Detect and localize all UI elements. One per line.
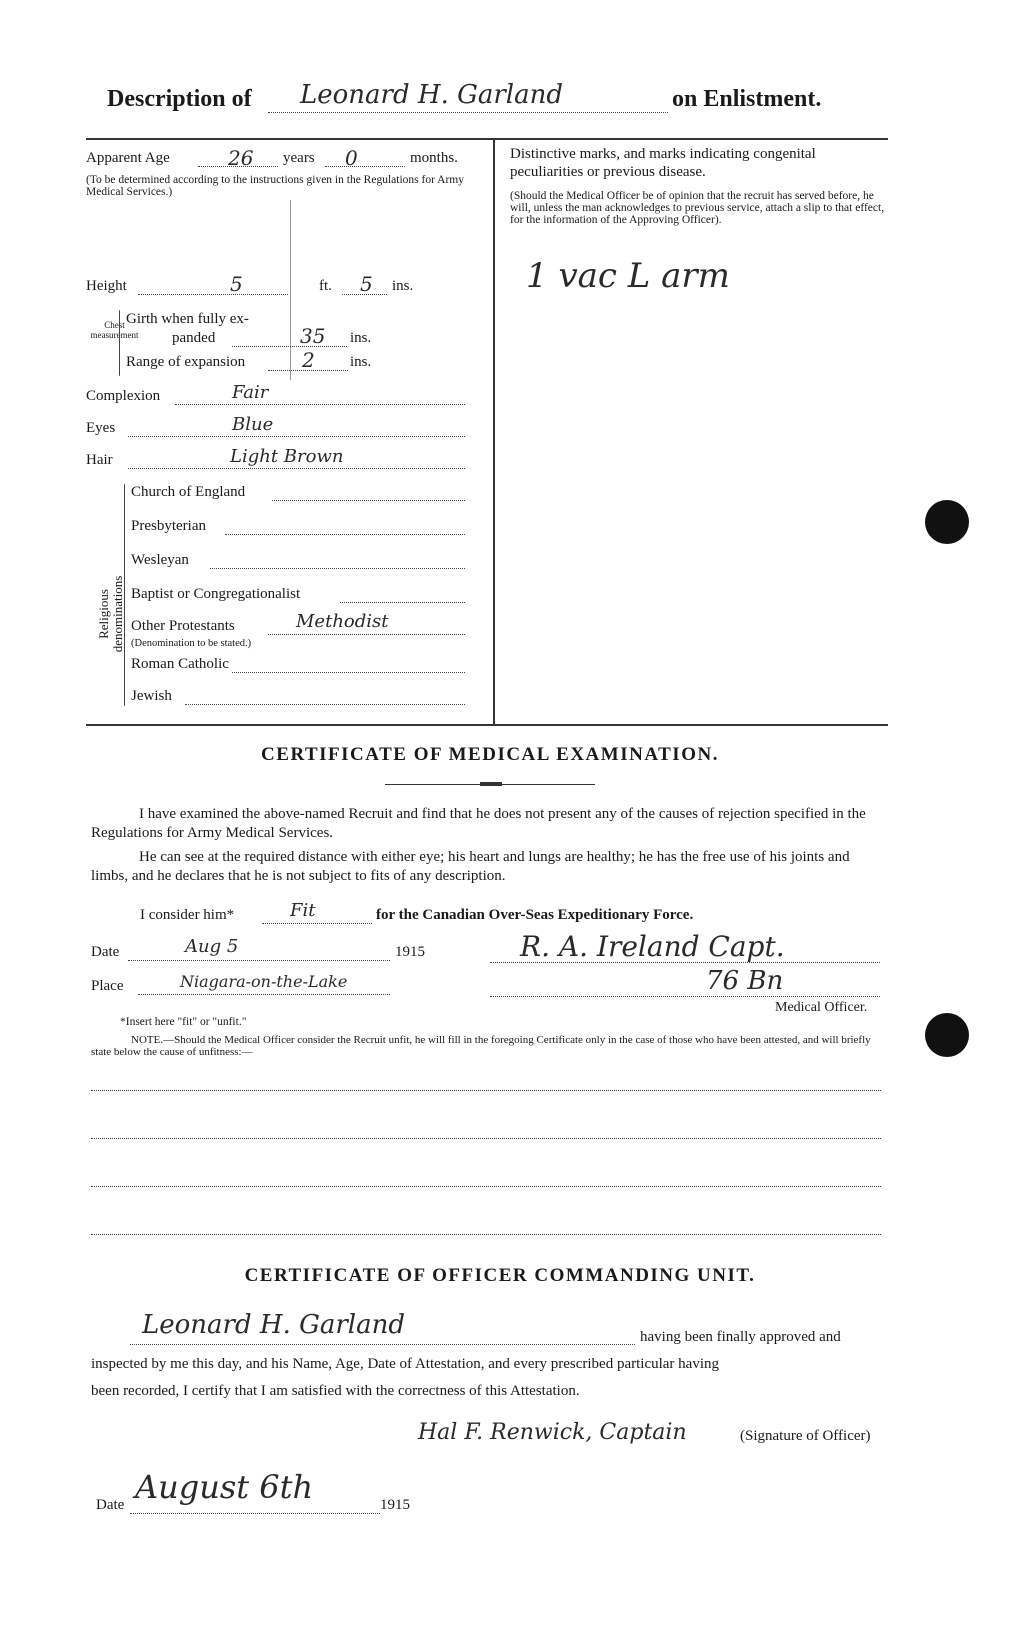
medical-year: 1915 [395,944,425,960]
range-value: 2 [302,348,315,372]
place-line [138,994,390,995]
unfit-line-4 [91,1234,881,1235]
girth-line [232,346,347,347]
years-label: years [283,150,315,166]
fit-value: Fit [290,900,316,921]
wesleyan-line [210,568,465,569]
medical-date-line [128,960,390,961]
measure-divider [290,200,291,380]
distinctive-marks-note: (Should the Medical Officer be of opinion that the recruit has served before, he will, unless the man acknowledges to previous service, attach a slip to that effect, for the information of the Approving Officer). [510,190,885,226]
range-label: Range of expansion [126,354,246,370]
fit-line [262,923,372,924]
header-name-line [268,112,668,113]
religions-brace [124,484,125,706]
eyes-line [128,436,465,437]
religion-baptist: Baptist or Congregationalist [131,586,301,602]
commanding-date-value: August 6th [135,1468,314,1506]
age-months-value: 0 [345,146,358,170]
hair-label: Hair [86,452,113,468]
girth-label-1: Girth when fully ex- [126,311,249,327]
religion-wesleyan: Wesleyan [131,552,189,568]
header-on-enlistment: on Enlistment. [672,86,822,112]
other-line [268,634,465,635]
distinctive-marks-value: 1 vac L arm [526,256,730,296]
age-months-line [325,166,405,167]
complexion-value: Fair [232,382,269,403]
force-label: for the Canadian Over-Seas Expeditionary Force. [376,907,694,923]
commanding-date-label: Date [96,1497,125,1513]
chest-measurement-label: Chest measurement [90,320,139,340]
hair-value: Light Brown [230,446,344,467]
height-ft-value: 5 [230,272,243,296]
complexion-line [175,404,465,405]
header-recruit-name: Leonard H. Garland [300,80,563,110]
religion-presbyterian: Presbyterian [131,518,206,534]
eyes-label: Eyes [86,420,116,436]
place-label: Place [91,978,124,994]
commanding-officer-signature: Hal F. Renwick, Captain [418,1420,687,1445]
distinctive-marks-label-2: peculiarities or previous disease. [510,164,706,180]
insert-note: *Insert here "fit" or "unfit." [120,1016,247,1028]
religions-label: Religious denominations [96,575,125,653]
religion-jewish: Jewish [131,688,172,704]
chest-brace [119,310,120,376]
denomination-note: (Denomination to be stated.) [131,638,252,649]
range-ins-label: ins. [350,354,372,370]
height-line [138,294,288,295]
medical-unit-line [490,996,880,997]
commanding-line-2: inspected by me this day, and his Name, Age, Date of Attestation, and every prescribed particular having [91,1356,720,1372]
unfit-note: NOTE.—Should the Medical Officer consider the Recruit unfit, he will fill in the foregoing Certificate only in the case of those who have been attested, and will briefly state below the cause of unfitness:— [91,1034,871,1058]
header-description-of: Description of [107,86,252,112]
girth-ins-label: ins. [350,330,372,346]
church-line [272,500,465,501]
religion-roman-catholic: Roman Catholic [131,656,229,672]
girth-value: 35 [300,324,326,348]
complexion-label: Complexion [86,388,161,404]
baptist-line [340,602,465,603]
religion-other-protestants: Other Protestants [131,618,235,634]
medical-paragraph-1: I have examined the above-named Recruit and find that he does not present any of the causes of rejection specified in the Regulations for Army Medical Services. [91,806,866,841]
presbyterian-line [225,534,465,535]
top-rule [86,138,888,140]
place-value: Niagara-on-the-Lake [180,972,348,991]
religion-church-of-england: Church of England [131,484,246,500]
medical-certificate-title: CERTIFICATE OF MEDICAL EXAMINATION. [261,744,719,765]
jewish-line [185,704,465,705]
medical-title-rule-mark [480,782,502,786]
age-note: (To be determined according to the instructions given in the Regulations for Army Medical Services.) [86,174,464,198]
punch-hole-top [925,500,969,544]
unfit-line-2 [91,1138,881,1139]
commanding-line-3: been recorded, I certify that I am satisfied with the correctness of this Attestation. [91,1383,580,1399]
punch-hole-bottom [925,1013,969,1057]
unfit-line-3 [91,1186,881,1187]
other-protestant-value: Methodist [296,611,389,632]
bottom-rule [86,724,888,726]
hair-line [128,468,465,469]
medical-officer-signature: R. A. Ireland Capt. [520,930,785,963]
signature-of-officer-label: (Signature of Officer) [740,1428,871,1444]
distinctive-marks-label-1: Distinctive marks, and marks indicating congenital [510,146,816,162]
height-ins-label: ins. [392,278,414,294]
height-ins-value: 5 [360,272,373,296]
commanding-line-1-tail: having been finally approved and [640,1329,841,1345]
apparent-age-label: Apparent Age [86,150,170,166]
age-years-value: 26 [228,146,254,170]
commanding-name-line [130,1344,635,1345]
height-label: Height [86,278,127,294]
commanding-certificate-title: CERTIFICATE OF OFFICER COMMANDING UNIT. [244,1265,756,1286]
catholic-line [232,672,465,673]
ft-label: ft. [319,278,332,294]
medical-officer-unit: 76 Bn [706,966,784,996]
medical-paragraph-2: He can see at the required distance with either eye; his heart and lungs are healthy; he has the free use of his joints and limbs, and he declares that he is not subject to fits of any description. [91,849,850,884]
medical-officer-line [490,962,880,963]
medical-date-label: Date [91,944,120,960]
commanding-recruit-name: Leonard H. Garland [142,1310,405,1340]
months-label: months. [410,150,458,166]
girth-label-2: panded [172,330,216,346]
medical-officer-label: Medical Officer. [775,1000,868,1015]
medical-date-value: Aug 5 [185,936,239,957]
commanding-date-line [130,1513,380,1514]
column-divider [493,138,495,724]
consider-him-label: I consider him* [140,907,235,923]
unfit-line-1 [91,1090,881,1091]
commanding-year: 1915 [380,1497,410,1513]
eyes-value: Blue [232,414,274,435]
